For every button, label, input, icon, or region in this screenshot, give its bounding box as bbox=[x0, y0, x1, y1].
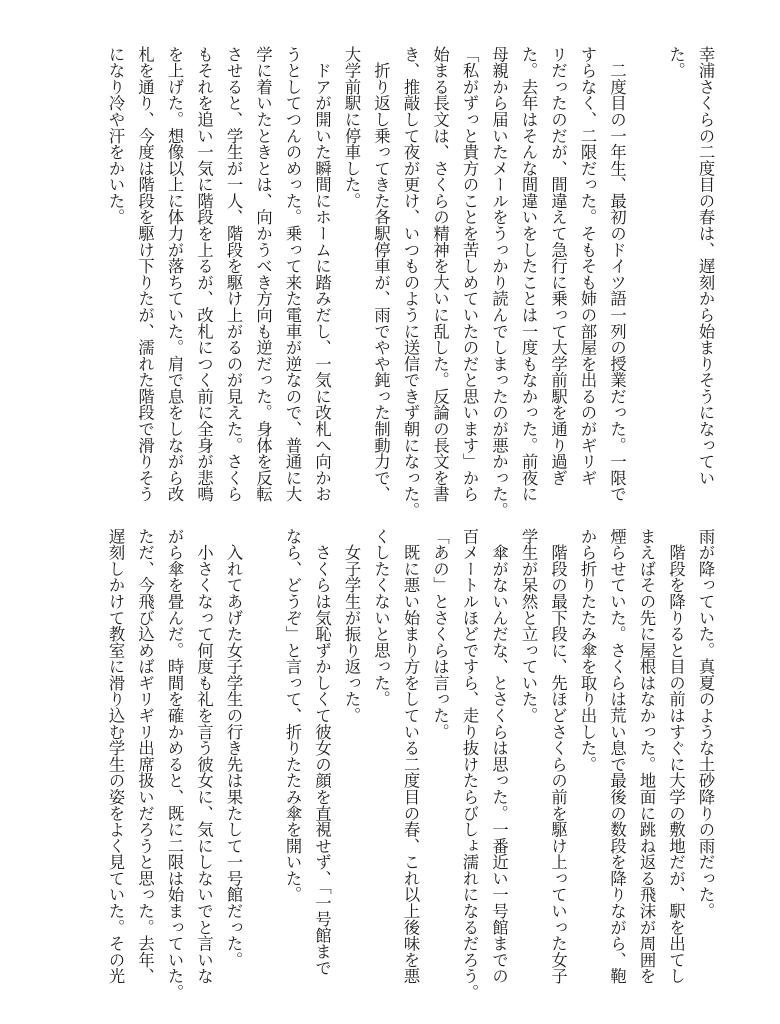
text-line: 遅刻しかけて教室に滑り込む学生の姿をよく見ていた。その光 bbox=[106, 528, 125, 985]
text-line: 入れてあげた女子学生の行き先は果たして一号館だった。 bbox=[224, 528, 243, 968]
text-line: 「あの」とさくらは言った。 bbox=[430, 528, 450, 740]
text-line: 母親から届いたメールをうっかり読んでしまったのが悪かった。 bbox=[489, 46, 509, 519]
text-line: 始まる長文は、さくらの精神を大いに乱した。反論の長文を書 bbox=[430, 46, 450, 503]
text-line: き、推敲して夜が更け、いつものように送信できず朝になった。 bbox=[401, 46, 420, 519]
text-block-top bbox=[101, 46, 721, 519]
text-line: さくらは気恥ずかしくて彼女の顔を直視せず、「一号館まで bbox=[312, 528, 332, 976]
blank-line bbox=[248, 528, 278, 1008]
text-line: 小さくなって何度も礼を言う彼女に、気にしないでと言いな bbox=[194, 528, 214, 985]
text-line: た。去年はそんな間違いをしたことは一度もなかった。前夜に bbox=[519, 46, 538, 503]
text-line: なら、どうぞ」と言って、折りたたみ傘を開いた。 bbox=[283, 528, 302, 903]
text-line: た。 bbox=[666, 46, 686, 79]
text-line: 傘がないんだな、とさくらは思った。一番近い一号館までの bbox=[489, 528, 509, 985]
text-line: すらなく、二限だった。そもそも姉の部屋を出るのがギリギ bbox=[578, 46, 597, 486]
text-line: させると、学生が一人、階段を駆け上がるのが見えた。さくら bbox=[224, 46, 243, 503]
text-line: ただ、今飛び込めばギリギリ出席扱いだろうと思った。去年、 bbox=[135, 528, 155, 985]
text-line: うとしてつんのめった。乗って来た電車が逆なので、普通に大 bbox=[283, 46, 302, 503]
text-line: 女子学生が振り返った。 bbox=[342, 528, 361, 724]
text-line: 煙らせていた。さくらは荒い息で最後の数段を降りながら、鞄 bbox=[607, 528, 627, 985]
text-line: 学に着いたときとは、向かうべき方向も逆だった。身体を反転 bbox=[253, 46, 273, 503]
text-line: 階段を降りると目の前はすぐに大学の敷地だが、駅を出てし bbox=[666, 528, 686, 985]
text-line: 既に悪い始まり方をしている二度目の春、これ以上後味を悪 bbox=[401, 528, 420, 985]
text-line: 階段の最下段に、先ほどさくらの前を駆け上っていった女子 bbox=[548, 528, 568, 985]
text-line: 「私がずっと貴方のことを苦しめていたのだと思います」から bbox=[460, 46, 479, 503]
text-line: 幸浦さくらの二度目の春は、遅刻から始まりそうになってい bbox=[696, 46, 715, 486]
text-line: になり冷や汗をかいた。 bbox=[106, 46, 125, 226]
text-line: 学生が呆然と立っていた。 bbox=[519, 528, 538, 724]
text-line: まえばその先に屋根はなかった。地面に跳ね返る飛沫が周囲を bbox=[637, 528, 656, 985]
text-line: 百メートルほどですら、走り抜けたらびしょ濡れになるだろう。 bbox=[460, 528, 479, 1001]
text-line: リだったのだが、間違えて急行に乗って大学前駅を通り過ぎ bbox=[548, 46, 568, 486]
text-line: がら傘を畳んだ。時間を確かめると、既に二限は始まっていた。 bbox=[165, 528, 184, 1001]
text-line: から折りたたみ傘を取り出した。 bbox=[578, 528, 597, 773]
text-line: 大学前駅に停車した。 bbox=[342, 46, 361, 209]
text-block-bottom bbox=[101, 528, 721, 1008]
text-line: ドアが開いた瞬間にホームに踏みだし、一気に改札へ向かお bbox=[312, 46, 332, 503]
text-line: 二度目の一年生、最初のドイツ語一列の授業だった。一限で bbox=[607, 46, 627, 503]
blank-line bbox=[632, 46, 662, 516]
text-line: 札を通り、今度は階段を駆け下りたが、濡れた階段で滑りそう bbox=[135, 46, 155, 503]
text-line: 折り返し乗ってきた各駅停車が、雨でやや鈍った制動力で、 bbox=[371, 46, 391, 503]
text-line: もそれを追い一気に階段を上るが、改札につく前に全身が悲鳴 bbox=[194, 46, 214, 503]
text-line: くしたくないと思った。 bbox=[371, 528, 391, 708]
text-line: を上げた。想像以上に体力が落ちていた。肩で息をしながら改 bbox=[165, 46, 184, 503]
text-line: 雨が降っていた。真夏のような土砂降りの雨だった。 bbox=[696, 528, 715, 919]
